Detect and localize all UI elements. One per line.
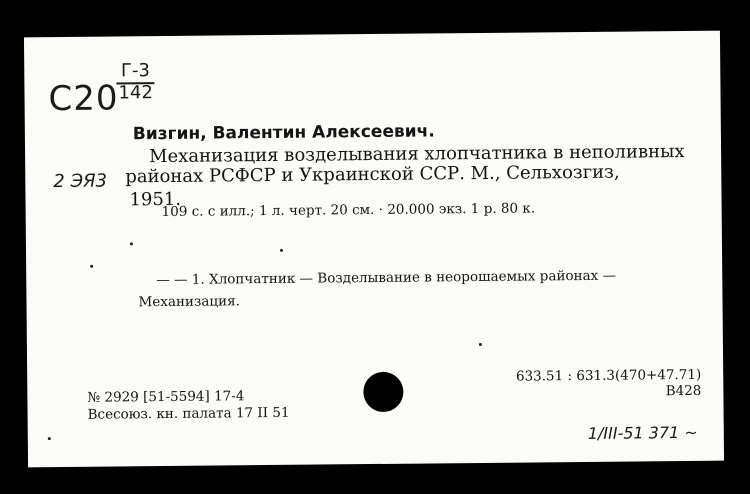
- speck: [280, 249, 283, 252]
- author: Визгин, Валентин Алексеевич.: [132, 121, 435, 145]
- catalog-card: [24, 31, 724, 468]
- author-code: В428: [665, 382, 702, 400]
- title-line-1: Механизация возделывания хлопчатника в неполивных: [149, 141, 685, 168]
- inventory-number: 2 ЭЯ3: [53, 170, 108, 193]
- title-line-2: районах РСФСР и Украинской ССР. М., Сельхозгиз,: [125, 161, 620, 188]
- subject-heading-line-2: Механизация.: [138, 293, 240, 311]
- speck: [48, 437, 51, 440]
- shelf-mark-fraction: [116, 62, 155, 102]
- record-number: № 2929 [51-5594] 17-4: [87, 388, 245, 406]
- ink-blot: [363, 372, 403, 412]
- subject-heading-line-1: — — 1. Хлопчатник — Возделывание в неорошаемых районах —: [156, 267, 617, 289]
- book-chamber-line: Всесоюз. кн. палата 17 II 51: [87, 404, 290, 423]
- shelf-mark: С20: [48, 78, 119, 120]
- physical-description: 109 с. с илл.; 1 л. черт. 20 см. · 20.000 экз. 1 р. 80 к.: [161, 200, 536, 221]
- speck: [130, 242, 133, 245]
- speck: [479, 343, 482, 346]
- udc-classification: 633.51 : 631.3(470+47.71): [515, 366, 702, 385]
- shelf-mark-numerator: Г-3: [120, 60, 151, 82]
- speck: [90, 265, 93, 268]
- shelf-mark-denominator: 142: [118, 82, 153, 104]
- publication-year: 1951.: [129, 188, 182, 211]
- handwritten-date: 1/III-51 371 ~: [587, 422, 698, 443]
